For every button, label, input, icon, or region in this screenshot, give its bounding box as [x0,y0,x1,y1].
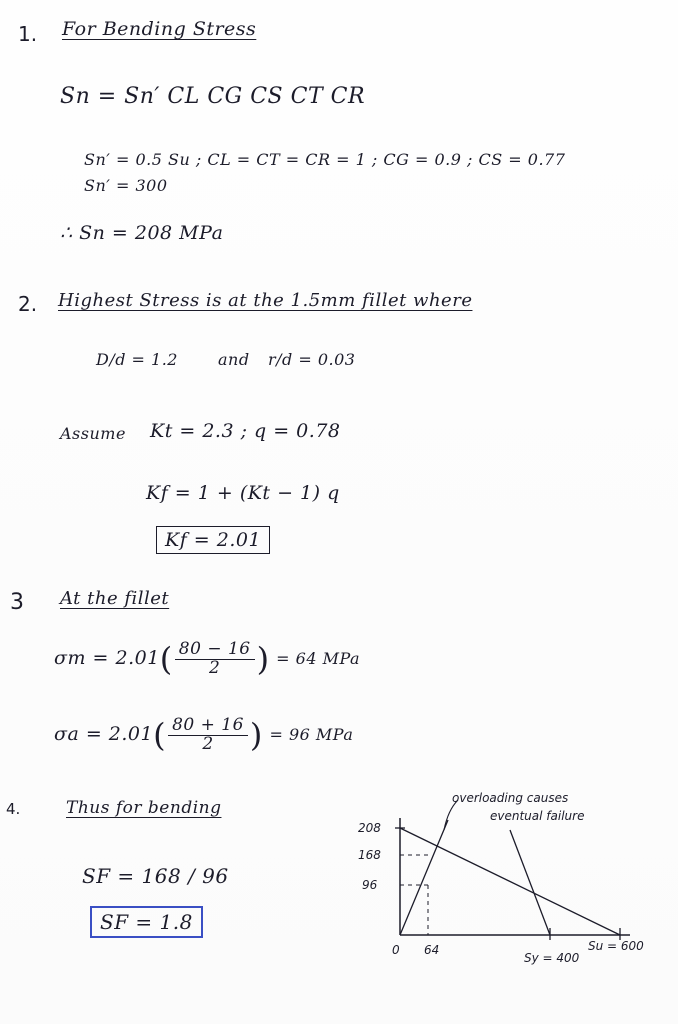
sigma-a-denominator: 2 [202,733,214,754]
sigma-a-result: = 96 MPa [269,725,354,744]
eq-sigma-m: σm = 2.01( $\frac{80 - 16}{2}$ ) = 64 MPa [54,638,361,678]
eq-and-word: and [218,350,250,369]
section-2-title: Highest Stress is at the 1.5mm fillet where [58,290,473,311]
section-4-title: Thus for bending [66,798,222,818]
eq-sn-prime-value: Sn′ = 300 [84,176,168,195]
eq-sf-ratio: SF = 168 / 96 [82,864,229,888]
sigma-m-result: = 64 MPa [276,649,361,668]
eq-r-ratio: r/d = 0.03 [268,350,356,369]
x-label-su: Su = 600 [588,939,644,953]
sigma-a-fraction [168,714,248,754]
eq-sn-prime-factors: Sn′ = 0.5 Su ; CL = CT = CR = 1 ; CG = 0.9 ; CS = 0.77 [84,150,566,169]
eq-kt-q: Kt = 2.3 ; q = 0.78 [150,420,341,442]
sf-result-box: SF = 1.8 [90,906,203,938]
sigma-m-denominator: 2 [209,657,221,678]
x-label-64: 64 [424,943,440,957]
kf-result-box: Kf = 2.01 [156,526,270,554]
eq-kf-formula: Kf = 1 + (Kt − 1) q [146,482,340,504]
load-line [400,820,448,935]
sigma-m-numerator: 80 − 16 [175,641,255,660]
assume-label: Assume [60,424,126,443]
y-label-96: 96 [362,878,378,892]
section-2-number: 2. [18,292,38,316]
sigma-a-numerator: 80 + 16 [168,717,248,736]
goodman-line [400,828,620,935]
note-line-1: overloading causes [452,791,569,805]
sigma-m-left: σm = 2.01 [54,647,160,669]
section-3-title: At the fillet [60,588,170,609]
yield-line [510,830,550,935]
y-label-208: 208 [358,821,381,835]
x-label-sy: Sy = 400 [524,951,580,965]
eq-sigma-a: σa = 2.01( $\frac{80 + 16}{2}$ ) = 96 MPa [54,714,354,754]
section-4-number: 4. [6,800,21,818]
eq-sn-product: Sn = Sn′ CL CG CS CT CR [60,84,366,109]
x-label-origin: 0 [392,943,400,957]
fatigue-diagram [340,790,660,980]
eq-d-ratio: D/d = 1.2 [96,350,178,369]
sigma-a-left: σa = 2.01 [54,723,154,745]
sigma-m-fraction [175,638,255,678]
note-line-2: eventual failure [490,809,585,823]
section-1-number: 1. [18,22,38,46]
section-3-number: 3 [10,590,24,615]
section-1-title: For Bending Stress [62,18,257,40]
eq-sn-result: ∴ Sn = 208 MPa [60,222,224,244]
y-label-168: 168 [358,848,381,862]
